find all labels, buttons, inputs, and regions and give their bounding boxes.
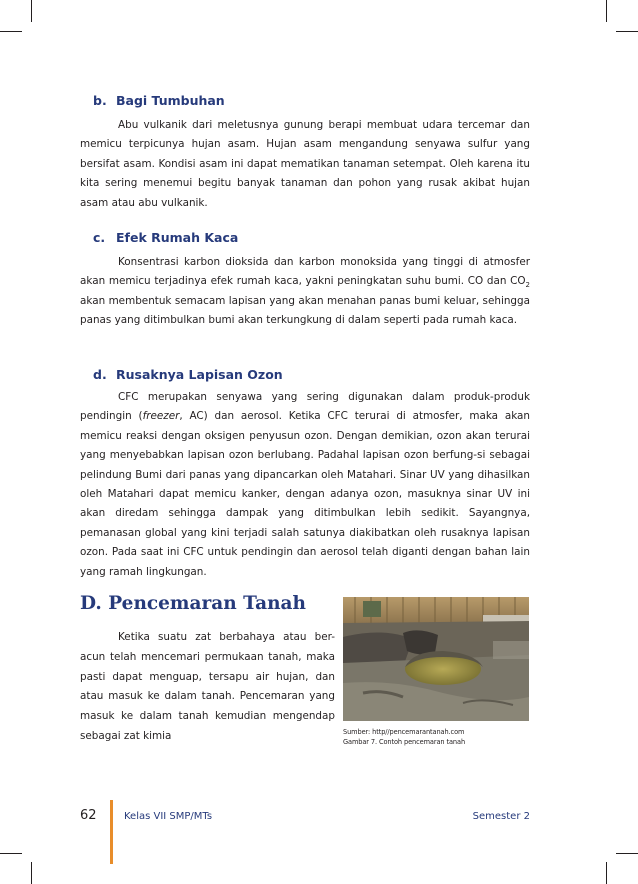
section-d-italic: freezer — [142, 410, 180, 423]
section-b-text: Abu vulkanik dari meletusnya gunung berapi membuat udara tercemar dan memicu terpicunya hujan asam. Hujan asam mengandung senyawa sulfur yang bersifat asam. Kondisi asam ini dapat mematikan tanaman setempat. Oleh karena itu kita sering menemui begitu banyak tanaman dan pohon yang rusak akibat hujan asam atau abu vulkanik. — [80, 119, 530, 209]
section-b-letter: b. — [93, 93, 107, 108]
figure-caption — [343, 727, 543, 747]
section-d-paragraph — [80, 388, 530, 582]
section-b-title: Bagi Tumbuhan — [116, 93, 225, 108]
crop-mark — [606, 0, 607, 22]
section-c-subscript: 2 — [525, 281, 530, 290]
crop-mark — [31, 862, 32, 884]
section-c-paragraph — [80, 253, 530, 331]
figure-title: Gambar 7. Contoh pencemaran tanah — [343, 738, 466, 746]
section-c-text-1: Konsentrasi karbon dioksida dan karbon monoksida yang tinggi di atmosfer akan memicu terjadinya efek rumah kaca, yakni peningkatan suhu bumi. CO dan CO — [80, 256, 530, 288]
section-d-text-1: CFC merupakan senyawa yang sering digunakan dalam produk-produk pendingin ( — [80, 391, 530, 423]
section-c-letter: c. — [93, 230, 106, 245]
crop-mark — [0, 31, 22, 32]
section-c-text-2: akan membentuk semacam lapisan yang akan menahan panas bumi keluar, sehingga panas yang ditimbulkan bumi akan terkungkung di dalam seperti pada rumah kaca. — [80, 294, 530, 327]
soil-pollution-photo — [343, 597, 529, 721]
section-d-letter: d. — [93, 367, 107, 382]
section-c-title: Efek Rumah Kaca — [116, 230, 239, 245]
section-b-paragraph — [80, 116, 530, 213]
footer-class-label: Kelas VII SMP/MTs — [124, 811, 213, 822]
section-D-text: Ketika suatu zat berbahaya atau ber-acun telah mencemari permukaan tanah, maka pasti dapat menguap, tersapu air hujan, dan atau masuk ke dalam tanah. Pencemaran yang masuk ke dalam tanah kemudian mengendap sebagai zat kimia — [80, 631, 335, 742]
footer-semester-label: Semester 2 — [472, 811, 530, 822]
section-b-heading — [93, 93, 225, 108]
figure-source: Sumber: http//pencemarantanah.com — [343, 728, 465, 736]
crop-mark — [616, 31, 638, 32]
crop-mark — [606, 862, 607, 884]
section-d-heading — [93, 367, 283, 382]
crop-mark — [0, 853, 22, 854]
page-number: 62 — [80, 808, 97, 823]
section-D-title: D. Pencemaran Tanah — [80, 593, 306, 614]
section-c-heading — [93, 230, 238, 245]
section-d-text-2: , AC) dan aerosol. Ketika CFC terurai di atmosfer, maka akan memicu reaksi dengan oksigen penyusun ozon. Dengan demikian, ozon akan terurai yang menyebabkan lapisan ozon berlubang. Padahal lapisan ozon berfung-si sebagai pelindung Bumi dari panas yang dipancarkan oleh Matahari. Sinar UV yang dihasilkan oleh Matahari dapat memicu kanker, dengan adanya ozon, masuknya sinar UV ini akan diredam sehingga dampak yang ditimbulkan lebih sedikit. Sayangnya, pemanasan global yang kini terjadi salah satunya diakibatkan oleh rusaknya lapisan ozon. Pada saat ini CFC untuk pendingin dan aerosol telah diganti dengan bahan lain yang ramah lingkungan. — [80, 410, 530, 578]
crop-mark — [616, 853, 638, 854]
section-D-paragraph — [80, 628, 335, 747]
crop-mark — [31, 0, 32, 22]
section-d-title: Rusaknya Lapisan Ozon — [116, 367, 283, 382]
footer-accent-bar — [110, 800, 113, 864]
